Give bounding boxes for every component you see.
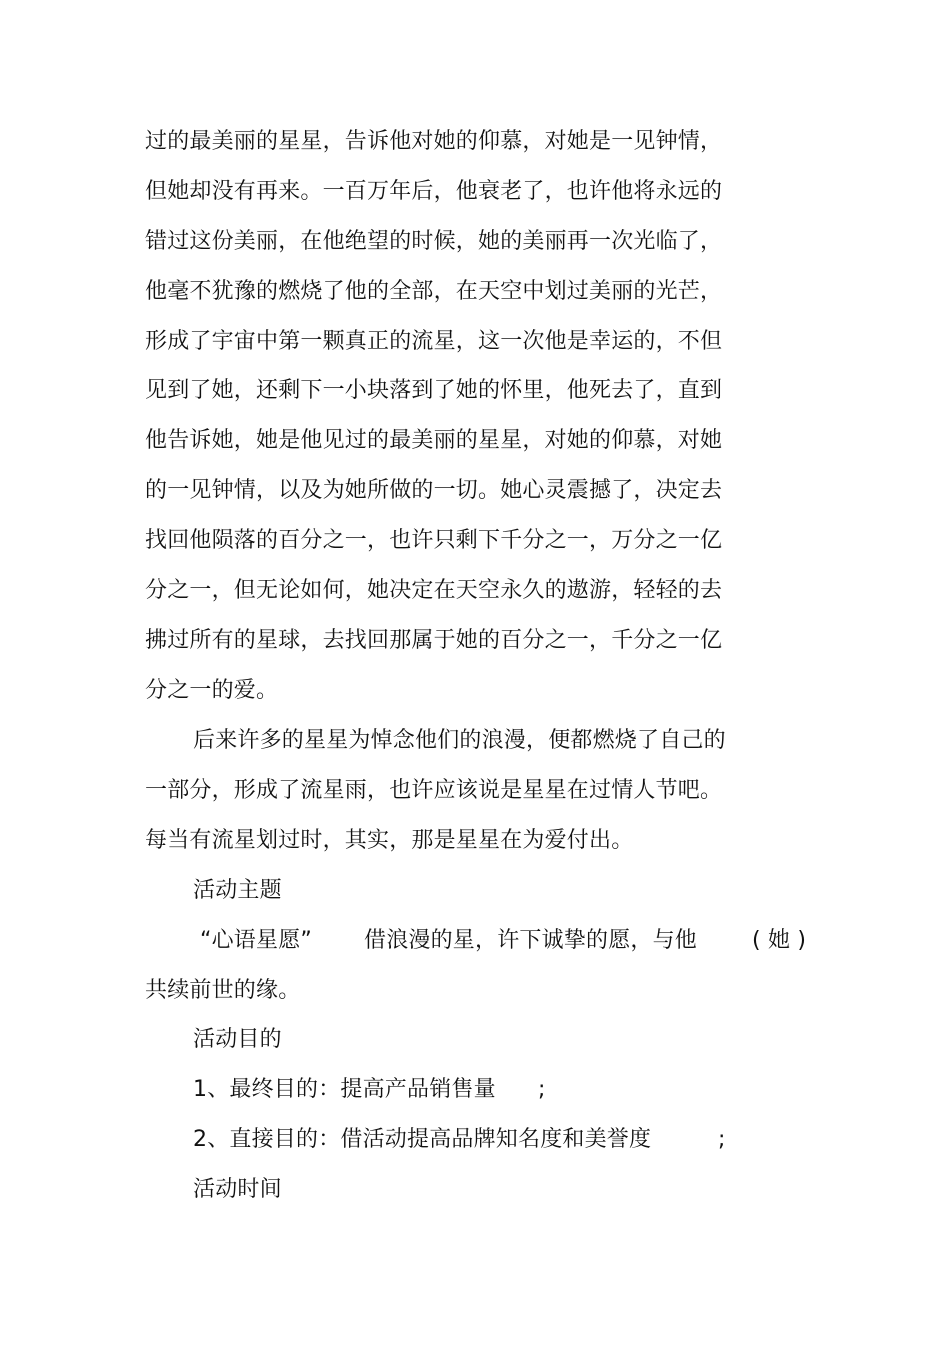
theme-text: 借浪漫的星，许下诚挚的愿，与他 — [364, 928, 698, 953]
text-line: 见到了她，还剩下一小块落到了她的怀里，他死去了，直到 — [145, 378, 723, 403]
section-heading-theme: 活动主题 — [193, 878, 282, 903]
text-line: 拂过所有的星球，去找回那属于她的百分之一，千分之一亿 — [145, 628, 723, 653]
purpose-item-text: 2、直接目的：借活动提高品牌知名度和美誉度 — [193, 1127, 652, 1152]
theme-paren: ( 她 ) — [752, 928, 807, 953]
purpose-item — [0, 1125, 950, 1155]
text-line: 他毫不犹豫的燃烧了他的全部，在天空中划过美丽的光芒， — [145, 279, 723, 304]
text-line: 每当有流星划过时，其实，那是星星在为爱付出。 — [145, 828, 634, 853]
text-line: 形成了宇宙中第一颗真正的流星，这一次他是幸运的，不但 — [145, 329, 723, 354]
text-line: 他告诉她，她是他见过的最美丽的星星，对她的仰慕，对她 — [145, 428, 723, 453]
text-line: 但她却没有再来。一百万年后，他衰老了，也许他将永远的 — [145, 179, 723, 204]
purpose-item-end: ; — [718, 1127, 726, 1152]
theme-quote: “心语星愿” — [200, 928, 312, 953]
section-heading-time: 活动时间 — [193, 1177, 282, 1202]
text-line: 共续前世的缘。 — [145, 978, 301, 1003]
text-line: 后来许多的星星为悼念他们的浪漫，便都燃烧了自己的 — [193, 728, 726, 753]
purpose-item — [0, 1075, 950, 1105]
text-line: 找回他陨落的百分之一，也许只剩下千分之一，万分之一亿 — [145, 528, 723, 553]
purpose-item-text: 1、最终目的：提高产品销售量 — [193, 1077, 496, 1102]
text-line: 分之一，但无论如何，她决定在天空永久的遨游，轻轻的去 — [145, 578, 723, 603]
text-line: 过的最美丽的星星，告诉他对她的仰慕，对她是一见钟情， — [145, 129, 723, 154]
purpose-item-end: ; — [538, 1077, 546, 1102]
text-line: 一部分，形成了流星雨，也许应该说是星星在过情人节吧。 — [145, 778, 723, 803]
text-line: 错过这份美丽，在他绝望的时候，她的美丽再一次光临了， — [145, 229, 723, 254]
text-line: 分之一的爱。 — [145, 678, 279, 703]
text-line: 的一见钟情，以及为她所做的一切。她心灵震撼了，决定去 — [145, 478, 723, 503]
theme-line — [0, 926, 950, 956]
section-heading-purpose: 活动目的 — [193, 1027, 282, 1052]
